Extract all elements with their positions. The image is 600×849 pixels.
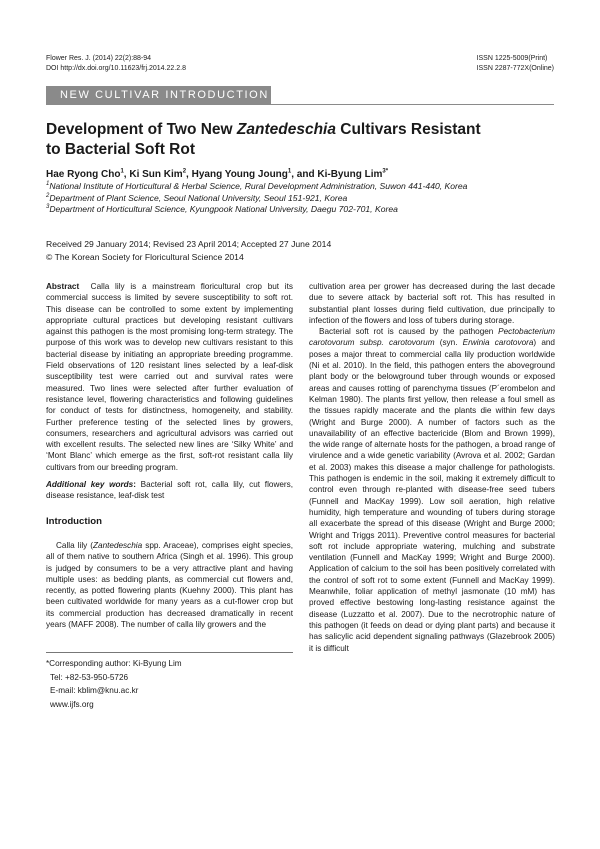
journal-website[interactable]: www.ijfs.org — [50, 700, 94, 710]
issn-print: ISSN 1225-5009(Print) — [476, 55, 548, 62]
author-tel: Tel: +82-53-950-5726 — [50, 672, 129, 682]
affil-sup: 3 — [46, 204, 50, 211]
author-sup: 1 — [120, 168, 124, 175]
author-name: Ki Sun Kim — [129, 169, 183, 180]
footnote-divider — [46, 652, 293, 653]
corresponding-author: *Corresponding author: Ki-Byung Lim — [46, 659, 182, 668]
dates-block — [46, 238, 331, 264]
issn-block — [477, 54, 554, 74]
affil-text: Department of Horticultural Science, Kyungpook National University, Daegu 702-701, Korea — [49, 204, 398, 214]
affiliation-line — [46, 204, 467, 216]
abstract — [46, 281, 293, 473]
banner-divider — [46, 104, 554, 105]
body-paragraph: cultivation area per grower has decreased during the last decade due to severe attack by bacterial soft rot. This has resulted in substantial plant losses during field cultivation, due principally to infection of the flowers and loss of tubers during storage. — [309, 282, 555, 325]
author-list: Hae Ryong Cho$^1$, Ki Sun Kim$^2$, Hyang Young Joung$^1$, and Ki-Byung Lim$^{3*}$ — [46, 168, 389, 180]
affiliations — [46, 181, 467, 216]
author-name: Ki-Byung Lim — [317, 169, 383, 180]
affiliation-line — [46, 181, 467, 193]
left-column — [46, 281, 293, 630]
keywords-text: Bacterial soft rot, calla lily, cut flowers, disease resistance, leaf-disk test — [46, 480, 294, 501]
paper-title — [46, 120, 556, 160]
affil-sup: 2 — [46, 192, 50, 199]
species-italic: Erwinia carotovora — [462, 338, 534, 348]
author-sup: 1 — [287, 168, 292, 175]
title-line2: to Bacterial Soft Rot — [46, 141, 195, 158]
right-column — [309, 281, 555, 654]
affil-text: National Institute of Horticultural & Herbal Science, Rural Development Administration, Suwon 441-440, Korea — [49, 181, 468, 191]
issn-online: ISSN 2287-772X(Online) — [476, 65, 554, 72]
affil-sup: 1 — [46, 181, 50, 188]
received-dates: Received 29 January 2014; Revised 23 April 2014; Accepted 27 June 2014 — [46, 239, 332, 249]
text-run: spp. Araceae), comprises eight species, all of them native to southern Africa (Singh et al. 1996). This group is judged by consumers to be a very attractive plant and having multiple uses: as bedding plants, as commercial cut flowers and, recently, as potted flowering plants (Kuehny 2000). This plant has been cultivated worldwide for many years as a cut-flower crop but its commercial production has decreased dramatically in recent years (MAFF 2008). The number of calla lily growers and the — [46, 540, 293, 630]
section-banner: NEW CULTIVAR INTRODUCTION — [46, 86, 271, 104]
title-part: Development of Two New — [46, 121, 237, 138]
affil-text: Department of Plant Science, Seoul National University, Seoul 151-921, Korea — [49, 192, 348, 203]
text-run: (syn. — [434, 338, 463, 348]
footnote — [46, 657, 293, 712]
title-part: Cultivars Resistant — [335, 121, 481, 138]
author-sup: 3* — [382, 168, 389, 175]
body-paragraph — [309, 326, 555, 654]
abstract-label: Abstract — [46, 282, 80, 291]
abstract-text: Calla lily is a mainstream floricultural crop but its commercial success is limited by severe susceptibility to soft rot. This disease can be controlled to some extent by implementing appropriate cultural practices but developing resistant cultivars against this pathogen is the most promising long-term strategy. The purpose of this work was to develop new cultivars resistant to this bacterial disease by initiating an appropriate breeding programme. Field observations of 120 resistant lines selected by a leaf-disk susceptibility test were carried out and survival rates were measured. Two lines were selected after further evaluation of resistance level, flowering characteristics and following guidelines for conduct of tests for distinctness, homogeneity, and stability. Further preference testing of the selected lines by growers, consumers, researchers and agricultural advisors was carried out with excellent results. The selected new lines are ‘Silky White’ and ‘Mont Blanc’ which emerge as the first, soft-rot resistant calla lily cultivars from our breeding program. — [46, 282, 293, 472]
genus-italic: Zantedeschia — [93, 540, 143, 550]
author-name: Hyang Young Joung — [191, 169, 288, 180]
doi-link[interactable]: DOI http://dx.doi.org/10.11623/frj.2014.22.2.8 — [46, 65, 186, 72]
species-italic: Pectobacterium carotovorum subsp. carotovorum — [309, 327, 555, 348]
title-genus: Zantedeschia — [236, 121, 336, 138]
text-run: ) and poses a major threat to commercial calla lily production worldwide (Ni et al. 2010). In the field, this pathogen enters the aboveground plant body or the belowground tuber through wounds or exposed areas and causes rotting of parenchyma tissues (P´erombelon and Kelman 1980). The plants first yellow, then release a foul smell as the tissues rapidly macerate and the plants die within few days (Wright and Burge 2000). A number of factors such as the unavailability of an effective bactericide (Blom and Brown 1999), the wide range of alternate hosts for the pathogen, a broad range of virulence and a wide genetic variability (Avrova et al. 2002; Gardan et al. 2003) makes this disease a major challenge for pathologists. This pathogen is endemic in the soil, making it extremely difficult to control even through re-planted with disease-free seed tubers (Funnell and MacKay 1999). Low soil aeration, high relative humidity, high temperature and wounding of tubers during storage all exacerbate the spread of this disease (Wright and Burge 2000; Wright and Triggs 2011). Preventive control measures for bacterial soft rot include appropriate watering, mulching and substrate ventilation (Funnell and MacKay 1999; Wright and Burge 2000). Application of calcium to the soil has been positively correlated with the control of soft rot to some extent (Funnell and MacKay 1999). Meanwhile, foliar application of methyl jasmonate (10 mM) has proved effective bestowing long-lasting resistance against the disease (Luzzatto et al. 2007). Due to the necrotrophic nature of this pathogen (it feeds on dead or dying plant parts) and because it has salicylic acid dependent signaling pathways (Glazebrook 2005) it is difficult — [309, 338, 555, 653]
author-email[interactable]: E-mail: kblim@knu.ac.kr — [50, 686, 139, 696]
copyright-line: © The Korean Society for Floricultural Science 2014 — [46, 252, 244, 262]
text-run: Calla lily ( — [56, 540, 94, 550]
keywords-label: Additional key words — [46, 480, 134, 490]
journal-citation: Flower Res. J. (2014) 22(2):88-94 — [46, 55, 152, 62]
intro-paragraph — [46, 540, 293, 630]
author-sup: 2 — [182, 168, 187, 175]
affiliation-line — [46, 193, 467, 205]
intro-heading: Introduction — [46, 515, 102, 527]
text-run: Bacterial soft rot is caused by the pathogen — [319, 327, 499, 337]
author-name: Hae Ryong Cho — [46, 169, 121, 180]
keywords: Additional key words: Bacterial soft rot, calla lily, cut flowers, disease resistance, leaf-disk test — [46, 480, 294, 501]
journal-header — [46, 54, 186, 74]
